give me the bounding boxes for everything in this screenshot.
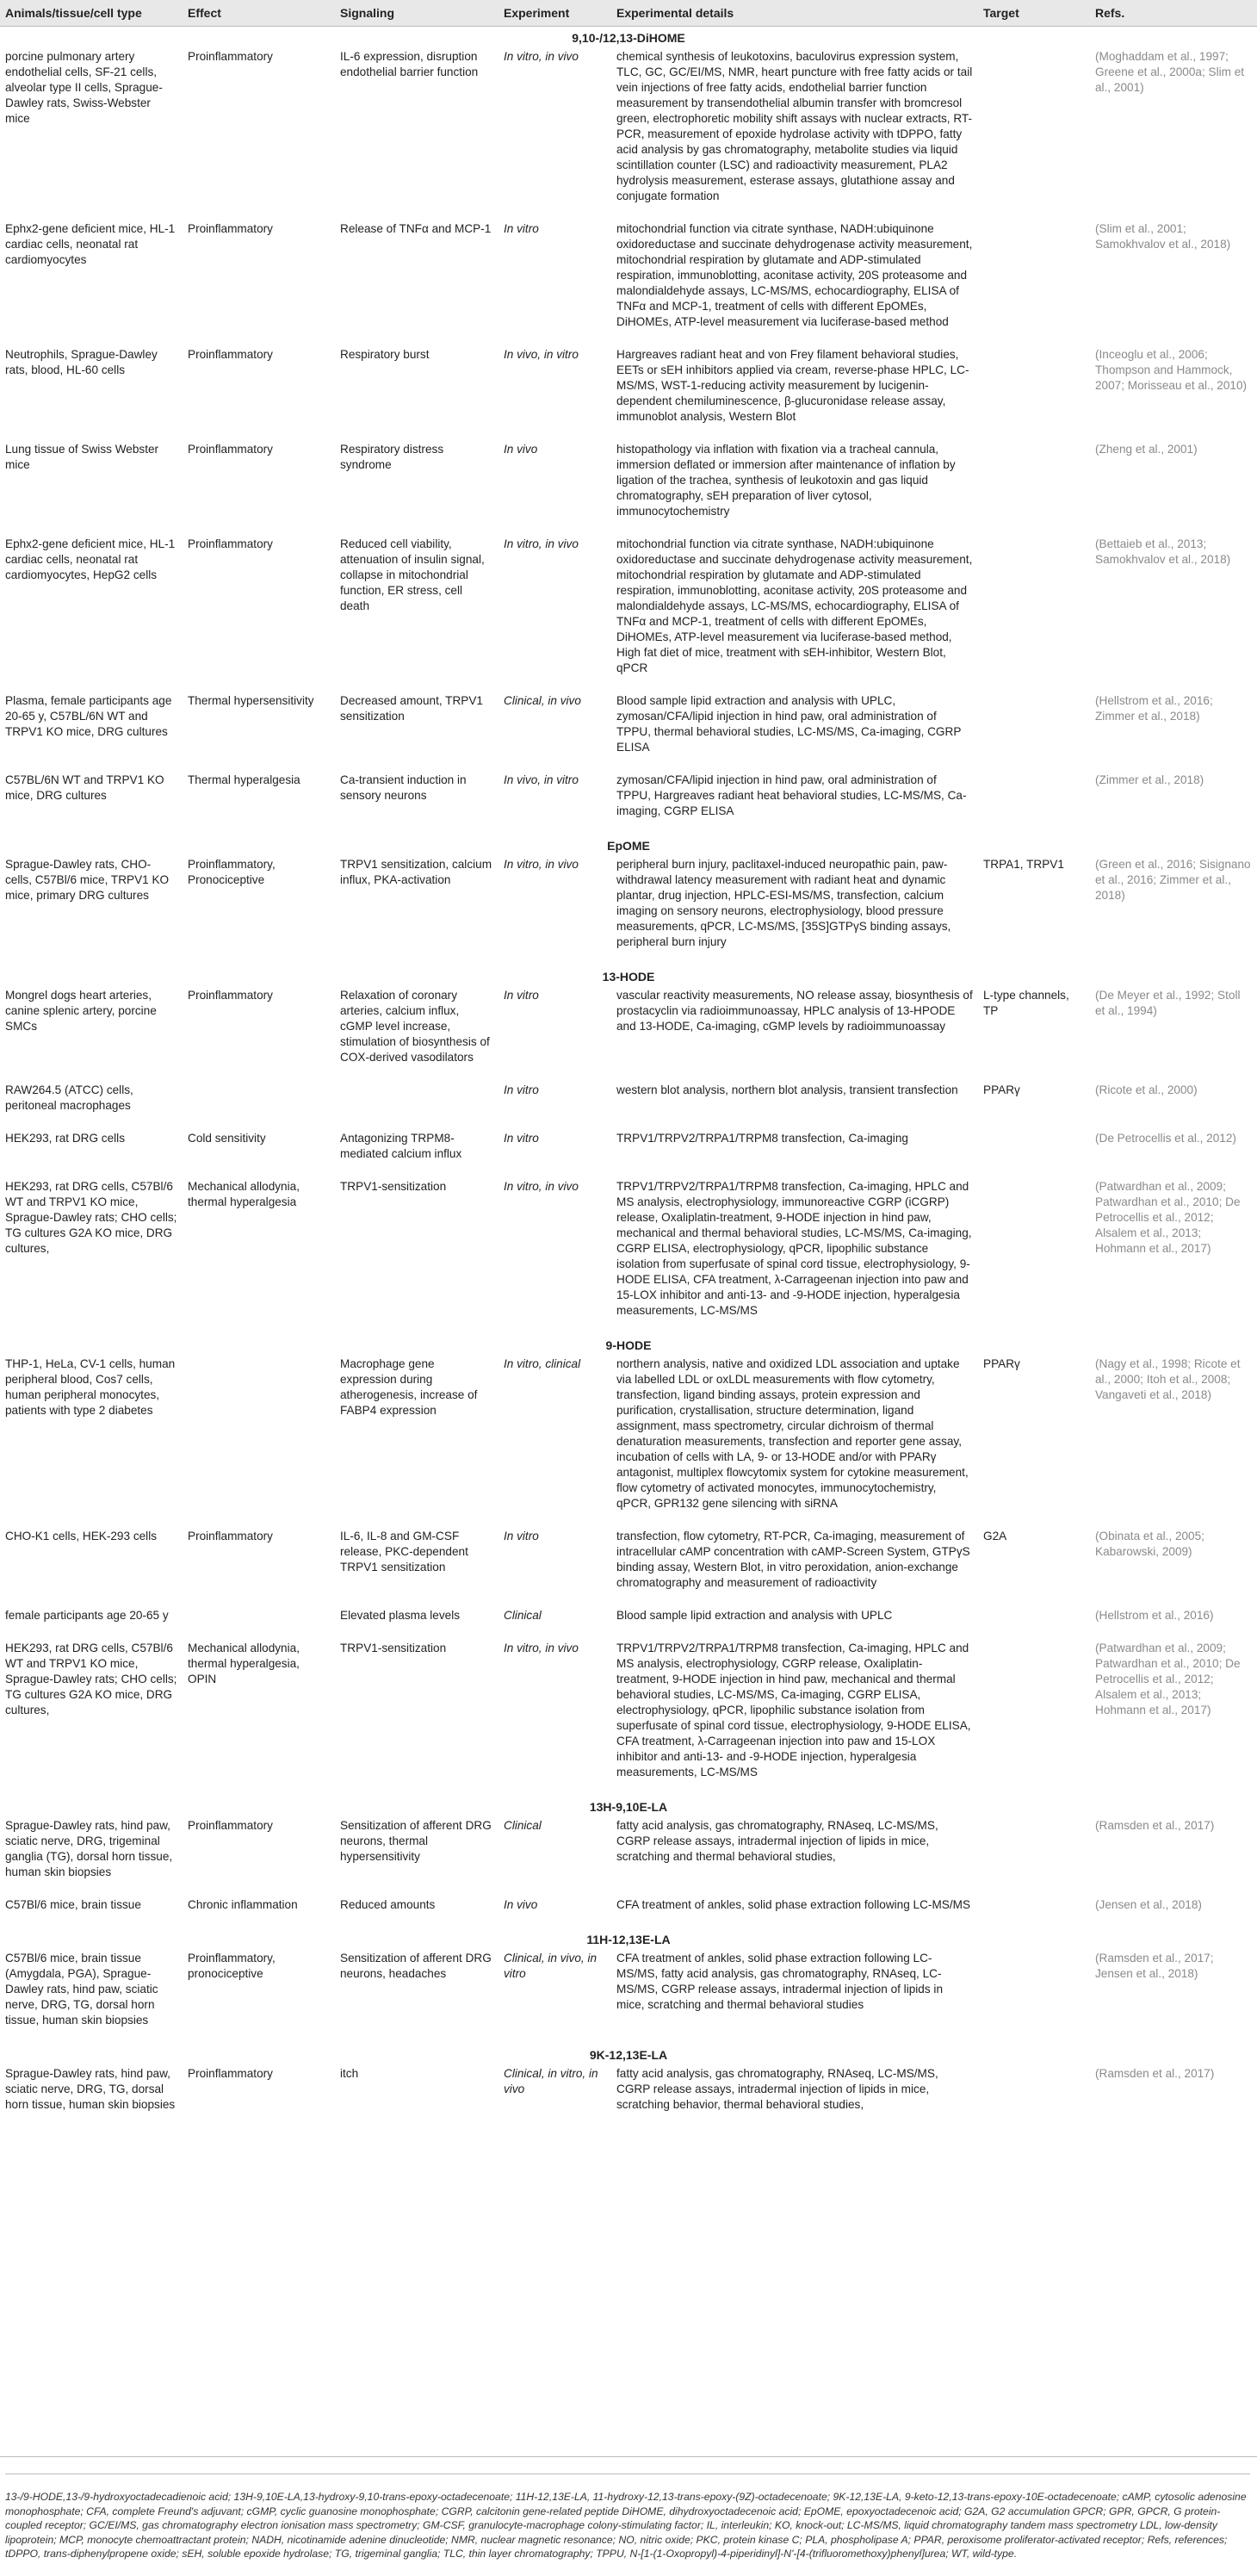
cell-target <box>978 345 1090 440</box>
cell-experiment: In vitro, in vivo <box>504 537 579 550</box>
cell-experiment: In vitro <box>504 1530 539 1542</box>
cell-experiment: In vitro <box>504 989 539 1002</box>
cell-target <box>978 1896 1090 1928</box>
group-title: 9-HODE <box>605 1338 652 1352</box>
table-bottom-rule <box>0 2456 1257 2457</box>
table-row <box>0 1639 1257 1796</box>
cell-signaling: TRPV1-sensitization <box>340 1180 447 1193</box>
group-title: 9K-12,13E-LA <box>589 2048 668 2062</box>
group-header-row <box>0 1334 1257 1355</box>
group-title: EpOME <box>607 839 650 853</box>
cell-target <box>978 692 1090 771</box>
cell-effect: Proinflammatory, Pronociceptive <box>188 858 276 886</box>
cell-target: TRPA1, TRPV1 <box>983 858 1064 871</box>
cell-signaling: TRPV1 sensitization, calcium influx, PKA-activation <box>340 858 492 886</box>
cell-refs: (Green et al., 2016; Sisignano et al., 2016; Zimmer et al., 2018) <box>1095 858 1251 902</box>
cell-details: Blood sample lipid extraction and analysis with UPLC, zymosan/CFA/lipid injection in hind paw, oral administration of TPPU, thermal behavioral studies, LC-MS/MS, Ca-imaging, CGRP ELISA <box>616 694 962 754</box>
cell-animals: THP-1, HeLa, CV-1 cells, human peripheral blood, Cos7 cells, human peripheral monocytes, patients with type 2 diabetes <box>5 1357 176 1417</box>
cell-effect <box>183 1081 335 1129</box>
cell-experiment: In vitro, in vivo <box>504 1180 579 1193</box>
cell-details: histopathology via inflation with fixation via a tracheal cannula, immersion deflated or immersion after maintenance of inflation by ligation of the trachea, synthesis of leukotoxin and gas liquid chromatography, sEH preparation of liver cytosol, immunocytochemistry <box>616 443 956 518</box>
table-row <box>0 1816 1257 1896</box>
cell-details: mitochondrial function via citrate synthase, NADH:ubiquinone oxidoreductase and succinate dehydrogenase activity measurement, mitochondrial respiration by glutamate and ADP-stimulated respiration, immunoblotting, aconitase activity, 20S proteasome and malondialdehyde assays, LC-MS/MS, echocardiography, ELISA of TNFα and MCP-1, treatment of cells with different EpOMEs, DiHOMEs, ATP-level measurement via luciferase-based method, High fat diet of mice, treatment with sEH-inhibitor, Western Blot, qPCR <box>616 537 973 674</box>
cell-animals: Neutrophils, Sprague-Dawley rats, blood, HL-60 cells <box>5 348 158 376</box>
cell-target <box>978 47 1090 220</box>
cell-animals: Mongrel dogs heart arteries, canine splenic artery, porcine SMCs <box>5 989 157 1033</box>
table-row <box>0 345 1257 440</box>
cell-refs: (Zheng et al., 2001) <box>1095 443 1198 456</box>
cell-animals: Sprague-Dawley rats, hind paw, sciatic nerve, DRG, trigeminal ganglia (TG), dorsal horn tissue, human skin biopsies <box>5 1819 173 1878</box>
table-row <box>0 771 1257 835</box>
table-row <box>0 855 1257 965</box>
cell-experiment: In vitro, clinical <box>504 1357 581 1370</box>
cell-experiment: Clinical, in vivo <box>504 694 581 707</box>
cell-animals: porcine pulmonary artery endothelial cells, SF-21 cells, alveolar type II cells, Sprague-Dawley rats, Swiss-Webster mice <box>5 50 163 125</box>
cell-details: peripheral burn injury, paclitaxel-induced neuropathic pain, paw-withdrawal latency measurement with radiant heat and dynamic plantar, drug injection, HPLC-ESI-MS/MS, transfection, calcium imaging on sensory neurons, electrophysiology, blood pressure measurements, qPCR, LC-MS/MS, [35S]GTPγS binding assays, peripheral burn injury <box>616 858 951 948</box>
cell-animals: female participants age 20-65 y <box>5 1609 169 1622</box>
cell-signaling: Respiratory burst <box>340 348 430 361</box>
cell-target <box>978 1129 1090 1177</box>
cell-effect: Chronic inflammation <box>188 1898 298 1911</box>
cell-target <box>978 535 1090 692</box>
cell-refs: (Jensen et al., 2018) <box>1095 1898 1202 1911</box>
header-effect: Effect <box>183 0 335 27</box>
cell-target <box>978 1949 1090 2044</box>
cell-details: CFA treatment of ankles, solid phase extraction following LC-MS/MS <box>616 1898 971 1911</box>
table-row <box>0 986 1257 1081</box>
cell-refs: (Hellstrom et al., 2016; Zimmer et al., 2018) <box>1095 694 1213 723</box>
cell-effect: Proinflammatory <box>188 443 273 456</box>
cell-target <box>978 1177 1090 1334</box>
header-experiment: Experiment <box>498 0 611 27</box>
cell-details: Hargreaves radiant heat and von Frey filament behavioral studies, EETs or sEH inhibitors applied via cream, reverse-phase HPLC, LC-MS/MS, WST-1-reducing activity measurement by lucigenin-dependent chemiluminescence, β-glucuronidase release assay, immunoblot analysis, Western Blot <box>616 348 969 423</box>
table-footnote: 13-/9-HODE,13-/9-hydroxyoctadecadienoic acid; 13H-9,10E-LA,13-hydroxy-9,10-trans-epoxy-octadecenoate; 11H-12,13E-LA, 11-hydroxy-12,13-trans-epoxy-(9Z)-octadecenoate; 9K-12,13E-LA, 9-keto-12,13-trans-epoxy-10E-octadecenoate; cAMP, cytosolic adenosine monophosphate; CFA, complete Freund's adjuvant; cGMP, cyclic guanosine monophosphate; CGRP, calcitonin gene-related peptide DiHOME, dihydroxyoctadecenoic acid; EpOME, epoxyoctadecenoic acid; G2A, G2 accumulation GPCR; GPR, GPCR, G protein-coupled receptor; GC/EI/MS, gas chromatography electron ionisation mass spectrometry; GM-CSF, granulocyte-macrophage colony-stimulating factor; IL, interleukin; KO, knock-out; LC-MS/MS, liquid chromatography tandem mass spectrometry LDL, low-density lipoprotein; MCP, monocyte chemoattractant protein; NADH, nicotinamide adenine dinucleotide; NMR, nuclear magnetic resonance; NO, nitric oxide; PKC, protein kinase C; PLA, phospholipase A; PPAR, peroxisome proliferator-activated receptor; Refs, references; tDPPO, trans-diphenylpropene oxide; sEH, soluble epoxide hydrolase; TG, trigeminal ganglia; TLC, thin layer chromatography; TPPU, N-[1-(1-Oxopropyl)-4-piperidinyl]-N'-[4-(trifluoromethoxy)phenyl]urea; WT, wild-type. <box>5 2474 1250 2561</box>
cell-experiment: In vivo <box>504 443 538 456</box>
cell-animals: C57Bl/6 mice, brain tissue <box>5 1898 141 1911</box>
group-header-row <box>0 2044 1257 2064</box>
cell-effect <box>183 1355 335 1527</box>
cell-effect <box>183 1606 335 1639</box>
table-row <box>0 47 1257 220</box>
cell-signaling <box>335 1081 498 1129</box>
cell-refs: (Hellstrom et al., 2016) <box>1095 1609 1214 1622</box>
cell-details: CFA treatment of ankles, solid phase extraction following LC-MS/MS, fatty acid analysis, gas chromatography, RNAseq, LC-MS/MS, CGRP release assays, intradermal injection of lipids in mice, scratching and thermal behavioral studies <box>616 1952 944 2011</box>
cell-effect: Proinflammatory <box>188 537 273 550</box>
cell-refs: (Slim et al., 2001; Samokhvalov et al., 2018) <box>1095 222 1231 251</box>
cell-refs: (Ramsden et al., 2017) <box>1095 2067 1215 2080</box>
cell-animals: HEK293, rat DRG cells <box>5 1132 126 1145</box>
cell-target <box>978 1816 1090 1896</box>
table-row <box>0 1949 1257 2044</box>
group-header-row <box>0 965 1257 986</box>
cell-signaling: Sensitization of afferent DRG neurons, headaches <box>340 1952 492 1980</box>
cell-effect: Proinflammatory <box>188 2067 273 2080</box>
cell-experiment: In vitro <box>504 1083 539 1096</box>
cell-target: PPARγ <box>983 1357 1020 1370</box>
cell-animals: C57BL/6N WT and TRPV1 KO mice, DRG cultures <box>5 773 164 802</box>
cell-experiment: In vitro, in vivo <box>504 50 579 63</box>
cell-animals: Plasma, female participants age 20-65 y, C57BL/6N WT and TRPV1 KO mice, DRG cultures <box>5 694 172 738</box>
cell-experiment: Clinical <box>504 1609 542 1622</box>
cell-experiment: In vitro <box>504 222 539 235</box>
group-header-row <box>0 27 1257 48</box>
cell-refs: (Ramsden et al., 2017) <box>1095 1819 1215 1832</box>
table-row <box>0 535 1257 692</box>
cell-refs: (Moghaddam et al., 1997; Greene et al., 2000a; Slim et al., 2001) <box>1095 50 1245 94</box>
cell-effect: Proinflammatory <box>188 1530 273 1542</box>
cell-animals: Ephx2-gene deficient mice, HL-1 cardiac cells, neonatal rat cardiomyocytes, HepG2 cells <box>5 537 176 581</box>
cell-refs: (Obinata et al., 2005; Kabarowski, 2009) <box>1095 1530 1204 1558</box>
table-row <box>0 1129 1257 1177</box>
cell-refs: (Ramsden et al., 2017; Jensen et al., 2018) <box>1095 1952 1214 1980</box>
cell-details: transfection, flow cytometry, RT-PCR, Ca-imaging, measurement of intracellular cAMP concentration with cAMP-Screen System, GTPγS binding assay, Western Blot, in vitro peroxidation, anion-exchange chromatography and measurement of radioactivity <box>616 1530 970 1589</box>
cell-signaling: Macrophage gene expression during atherogenesis, increase of FABP4 expression <box>340 1357 478 1417</box>
cell-effect: Mechanical allodynia, thermal hyperalgesia, OPIN <box>188 1642 300 1685</box>
table-header-row <box>0 0 1257 27</box>
cell-refs: (De Petrocellis et al., 2012) <box>1095 1132 1236 1145</box>
table-body <box>0 27 1257 2129</box>
cell-experiment: In vivo, in vitro <box>504 773 579 786</box>
table-row <box>0 1527 1257 1606</box>
cell-experiment: In vitro <box>504 1132 539 1145</box>
cell-refs: (De Meyer et al., 1992; Stoll et al., 1994) <box>1095 989 1241 1017</box>
cell-animals: C57Bl/6 mice, brain tissue (Amygdala, PGA), Sprague-Dawley rats, hind paw, sciatic nerve, DRG, TG, dorsal horn tissue, human skin biopsies <box>5 1952 158 2027</box>
cell-refs: (Zimmer et al., 2018) <box>1095 773 1204 786</box>
cell-signaling: Ca-transient induction in sensory neurons <box>340 773 467 802</box>
cell-refs: (Patwardhan et al., 2009; Patwardhan et al., 2010; De Petrocellis et al., 2012; Alsalem et al., 2013; Hohmann et al., 2017) <box>1095 1180 1241 1255</box>
cell-refs: (Bettaieb et al., 2013; Samokhvalov et al., 2018) <box>1095 537 1231 566</box>
cell-experiment: In vivo, in vitro <box>504 348 579 361</box>
cell-details: TRPV1/TRPV2/TRPA1/TRPM8 transfection, Ca-imaging <box>616 1132 908 1145</box>
table-row <box>0 220 1257 345</box>
header-animals: Animals/tissue/cell type <box>0 0 183 27</box>
cell-signaling: IL-6 expression, disruption endothelial barrier function <box>340 50 479 78</box>
cell-effect: Proinflammatory <box>188 989 273 1002</box>
cell-animals: CHO-K1 cells, HEK-293 cells <box>5 1530 158 1542</box>
header-refs: Refs. <box>1090 0 1257 27</box>
cell-signaling: Elevated plasma levels <box>340 1609 461 1622</box>
group-title: 9,10-/12,13-DiHOME <box>572 31 685 45</box>
cell-animals: HEK293, rat DRG cells, C57Bl/6 WT and TRPV1 KO mice, Sprague-Dawley rats; CHO cells; TG cultures G2A KO mice, DRG cultures, <box>5 1180 177 1255</box>
cell-details: mitochondrial function via citrate synthase, NADH:ubiquinone oxidoreductase and succinate dehydrogenase activity measurement, mitochondrial respiration by glutamate and ADP-stimulated respiration, immunoblotting, aconitase activity, 20S proteasome and malondialdehyde assays, LC-MS/MS, echocardiography, ELISA of TNFα and MCP-1, treatment of cells with different EpOMEs, DiHOMEs, ATP-level measurement via luciferase-based method <box>616 222 973 328</box>
cell-signaling: Antagonizing TRPM8-mediated calcium influx <box>340 1132 462 1160</box>
cell-experiment: In vivo <box>504 1898 538 1911</box>
cell-animals: HEK293, rat DRG cells, C57Bl/6 WT and TRPV1 KO mice, Sprague-Dawley rats; CHO cells; TG cultures G2A KO mice, DRG cultures, <box>5 1642 177 1716</box>
cell-target <box>978 1639 1090 1796</box>
cell-target: G2A <box>983 1530 1007 1542</box>
cell-target <box>978 771 1090 835</box>
cell-details: vascular reactivity measurements, NO release assay, biosynthesis of prostacyclin via radioimmunoassay, HPLC analysis of 13-HPODE and 13-HODE, Ca-imaging, cGMP levels by radioimmunoassay <box>616 989 973 1033</box>
cell-refs: (Patwardhan et al., 2009; Patwardhan et al., 2010; De Petrocellis et al., 2012; Alsalem et al., 2013; Hohmann et al., 2017) <box>1095 1642 1241 1716</box>
cell-details: TRPV1/TRPV2/TRPA1/TRPM8 transfection, Ca-imaging, HPLC and MS analysis, electrophysiology, CGRP release, Oxaliplatin-treatment, 9-HODE injection in hind paw, mechanical and thermal behavioral studies, LC-MS/MS, Ca-imaging, CGRP ELISA, electrophysiology, qPCR, lipophilic substance isolation from superfusate of spinal cord tissue, electrophysiology, 9-HODE ELISA, CFA treatment, λ-Carrageenan injection into paw and 15-LOX inhibitor and anti-13- and -9-HODE injection, hyperalgesia measurements, LC-MS/MS <box>616 1642 971 1778</box>
cell-target: PPARγ <box>983 1083 1020 1096</box>
group-header-row <box>0 1796 1257 1816</box>
cell-effect: Proinflammatory <box>188 222 273 235</box>
cell-refs: (Inceoglu et al., 2006; Thompson and Hammock, 2007; Morisseau et al., 2010) <box>1095 348 1248 392</box>
cell-effect: Thermal hyperalgesia <box>188 773 300 786</box>
cell-effect: Thermal hypersensitivity <box>188 694 314 707</box>
cell-details: fatty acid analysis, gas chromatography, RNAseq, LC-MS/MS, CGRP release assays, intradermal injection of lipids in mice, scratching and thermal behavioral studies, <box>616 1819 938 1863</box>
cell-signaling: TRPV1-sensitization <box>340 1642 447 1654</box>
cell-details: fatty acid analysis, gas chromatography, RNAseq, LC-MS/MS, CGRP release assays, intradermal injection of lipids in mice, scratching behavior, thermal behavioral studies, <box>616 2067 938 2111</box>
cell-effect: Proinflammatory, pronociceptive <box>188 1952 276 1980</box>
group-title: 13H-9,10E-LA <box>589 1800 668 1814</box>
cell-effect: Proinflammatory <box>188 348 273 361</box>
cell-signaling: IL-6, IL-8 and GM-CSF release, PKC-dependent TRPV1 sensitization <box>340 1530 468 1574</box>
cell-target <box>978 1606 1090 1639</box>
cell-signaling: Reduced cell viability, attenuation of insulin signal, collapse in mitochondrial function, ER stress, cell death <box>340 537 485 612</box>
cell-target: L-type channels, TP <box>983 989 1069 1017</box>
header-target: Target <box>978 0 1090 27</box>
table-row <box>0 692 1257 771</box>
cell-details: western blot analysis, northern blot analysis, transient transfection <box>616 1083 958 1096</box>
cell-experiment: In vitro, in vivo <box>504 1642 579 1654</box>
cell-effect: Cold sensitivity <box>188 1132 266 1145</box>
cell-signaling: Release of TNFα and MCP-1 <box>340 222 492 235</box>
cell-signaling: Relaxation of coronary arteries, calcium influx, cGMP level increase, stimulation of biosynthesis of COX-derived vasodilators <box>340 989 490 1064</box>
cell-details: chemical synthesis of leukotoxins, baculovirus expression system, TLC, GC, GC/EI/MS, NMR, heart puncture with free fatty acids or tail vein injections of free fatty acids, endothelial barrier function measurement by transendothelial albumin transfer with bromcresol green, electrophoretic mobility shift assays with nuclear extracts, RT-PCR, measurement of epoxide hydrolase activity with tDPPO, fatty acid analysis by gas chromatography, metabolite studies via liquid scintillation counter (LSC) and radioactivity measurement, PLA2 hydrolysis measurement, esterase assays, glutathione assay and conjugate formation <box>616 50 973 202</box>
table-row <box>0 1606 1257 1639</box>
cell-refs: (Nagy et al., 1998; Ricote et al., 2000; Itoh et al., 2008; Vangaveti et al., 2018) <box>1095 1357 1241 1401</box>
cell-experiment: Clinical, in vivo, in vitro <box>504 1952 598 1980</box>
cell-signaling: Decreased amount, TRPV1 sensitization <box>340 694 483 723</box>
header-experimental-details: Experimental details <box>611 0 978 27</box>
group-title: 13-HODE <box>602 970 655 984</box>
cell-refs: (Ricote et al., 2000) <box>1095 1083 1198 1096</box>
cell-target <box>978 2064 1090 2128</box>
table-row <box>0 1896 1257 1928</box>
cell-effect: Proinflammatory <box>188 50 273 63</box>
cell-experiment: Clinical, in vitro, in vivo <box>504 2067 598 2095</box>
table-row <box>0 440 1257 535</box>
cell-animals: RAW264.5 (ATCC) cells, peritoneal macrophages <box>5 1083 133 1112</box>
cell-animals: Ephx2-gene deficient mice, HL-1 cardiac cells, neonatal rat cardiomyocytes <box>5 222 176 266</box>
table-row <box>0 1177 1257 1334</box>
cell-signaling: Respiratory distress syndrome <box>340 443 444 471</box>
header-signaling: Signaling <box>335 0 498 27</box>
cell-target <box>978 440 1090 535</box>
cell-experiment: Clinical <box>504 1819 542 1832</box>
group-header-row <box>0 1928 1257 1949</box>
cell-experiment: In vitro, in vivo <box>504 858 579 871</box>
cell-details: Blood sample lipid extraction and analysis with UPLC <box>616 1609 893 1622</box>
cell-target <box>978 220 1090 345</box>
group-header-row <box>0 835 1257 855</box>
cell-animals: Sprague-Dawley rats, CHO-cells, C57Bl/6 mice, TRPV1 KO mice, primary DRG cultures <box>5 858 170 902</box>
group-title: 11H-12,13E-LA <box>586 1933 671 1946</box>
cell-details: zymosan/CFA/lipid injection in hind paw, oral administration of TPPU, Hargreaves radiant heat behavioral studies, LC-MS/MS, Ca-imaging, CGRP ELISA <box>616 773 967 817</box>
cell-signaling: Sensitization of afferent DRG neurons, thermal hypersensitivity <box>340 1819 492 1863</box>
cell-signaling: Reduced amounts <box>340 1898 436 1911</box>
cell-signaling: itch <box>340 2067 359 2080</box>
cell-effect: Mechanical allodynia, thermal hyperalgesia <box>188 1180 300 1208</box>
table-row <box>0 1355 1257 1527</box>
cell-details: TRPV1/TRPV2/TRPA1/TRPM8 transfection, Ca-imaging, HPLC and MS analysis, electrophysiology, immunoreactive CGRP (iCGRP) release, Oxaliplatin-treatment, 9-HODE injection in hind paw, mechanical and thermal behavioral studies, LC-MS/MS, Ca-imaging, CGRP ELISA, electrophysiology, qPCR, lipophilic substance isolation from superfusate of spinal cord tissue, electrophysiology, 9-HODE ELISA, CFA treatment, λ-Carrageenan injection into paw and 15-LOX inhibitor and anti-13- and -9-HODE injection, hyperalgesia measurements, LC-MS/MS <box>616 1180 972 1317</box>
cell-animals: Lung tissue of Swiss Webster mice <box>5 443 159 471</box>
table-row <box>0 2064 1257 2128</box>
table-row <box>0 1081 1257 1129</box>
cell-effect: Proinflammatory <box>188 1819 273 1832</box>
cell-details: northern analysis, native and oxidized LDL association and uptake via labelled LDL or oxLDL measurements with flow cytometry, transfection, ligand binding assays, protein expression and purification, crystallisation, structure determination, ligand assignment, mass spectrometry, circular dichroism of thermal denaturation measurements, transfection and reporter gene assay, incubation of cells with LA, 9- or 13-HODE and/or with PPARγ antagonist, multiplex flowcytomix system for cytokine measurement, flow cytometry of activated monocytes, immunocytochemistry, qPCR, GPR132 gene silencing with siRNA <box>616 1357 969 1510</box>
cell-animals: Sprague-Dawley rats, hind paw, sciatic nerve, DRG, TG, dorsal horn tissue, human skin biopsies <box>5 2067 176 2111</box>
